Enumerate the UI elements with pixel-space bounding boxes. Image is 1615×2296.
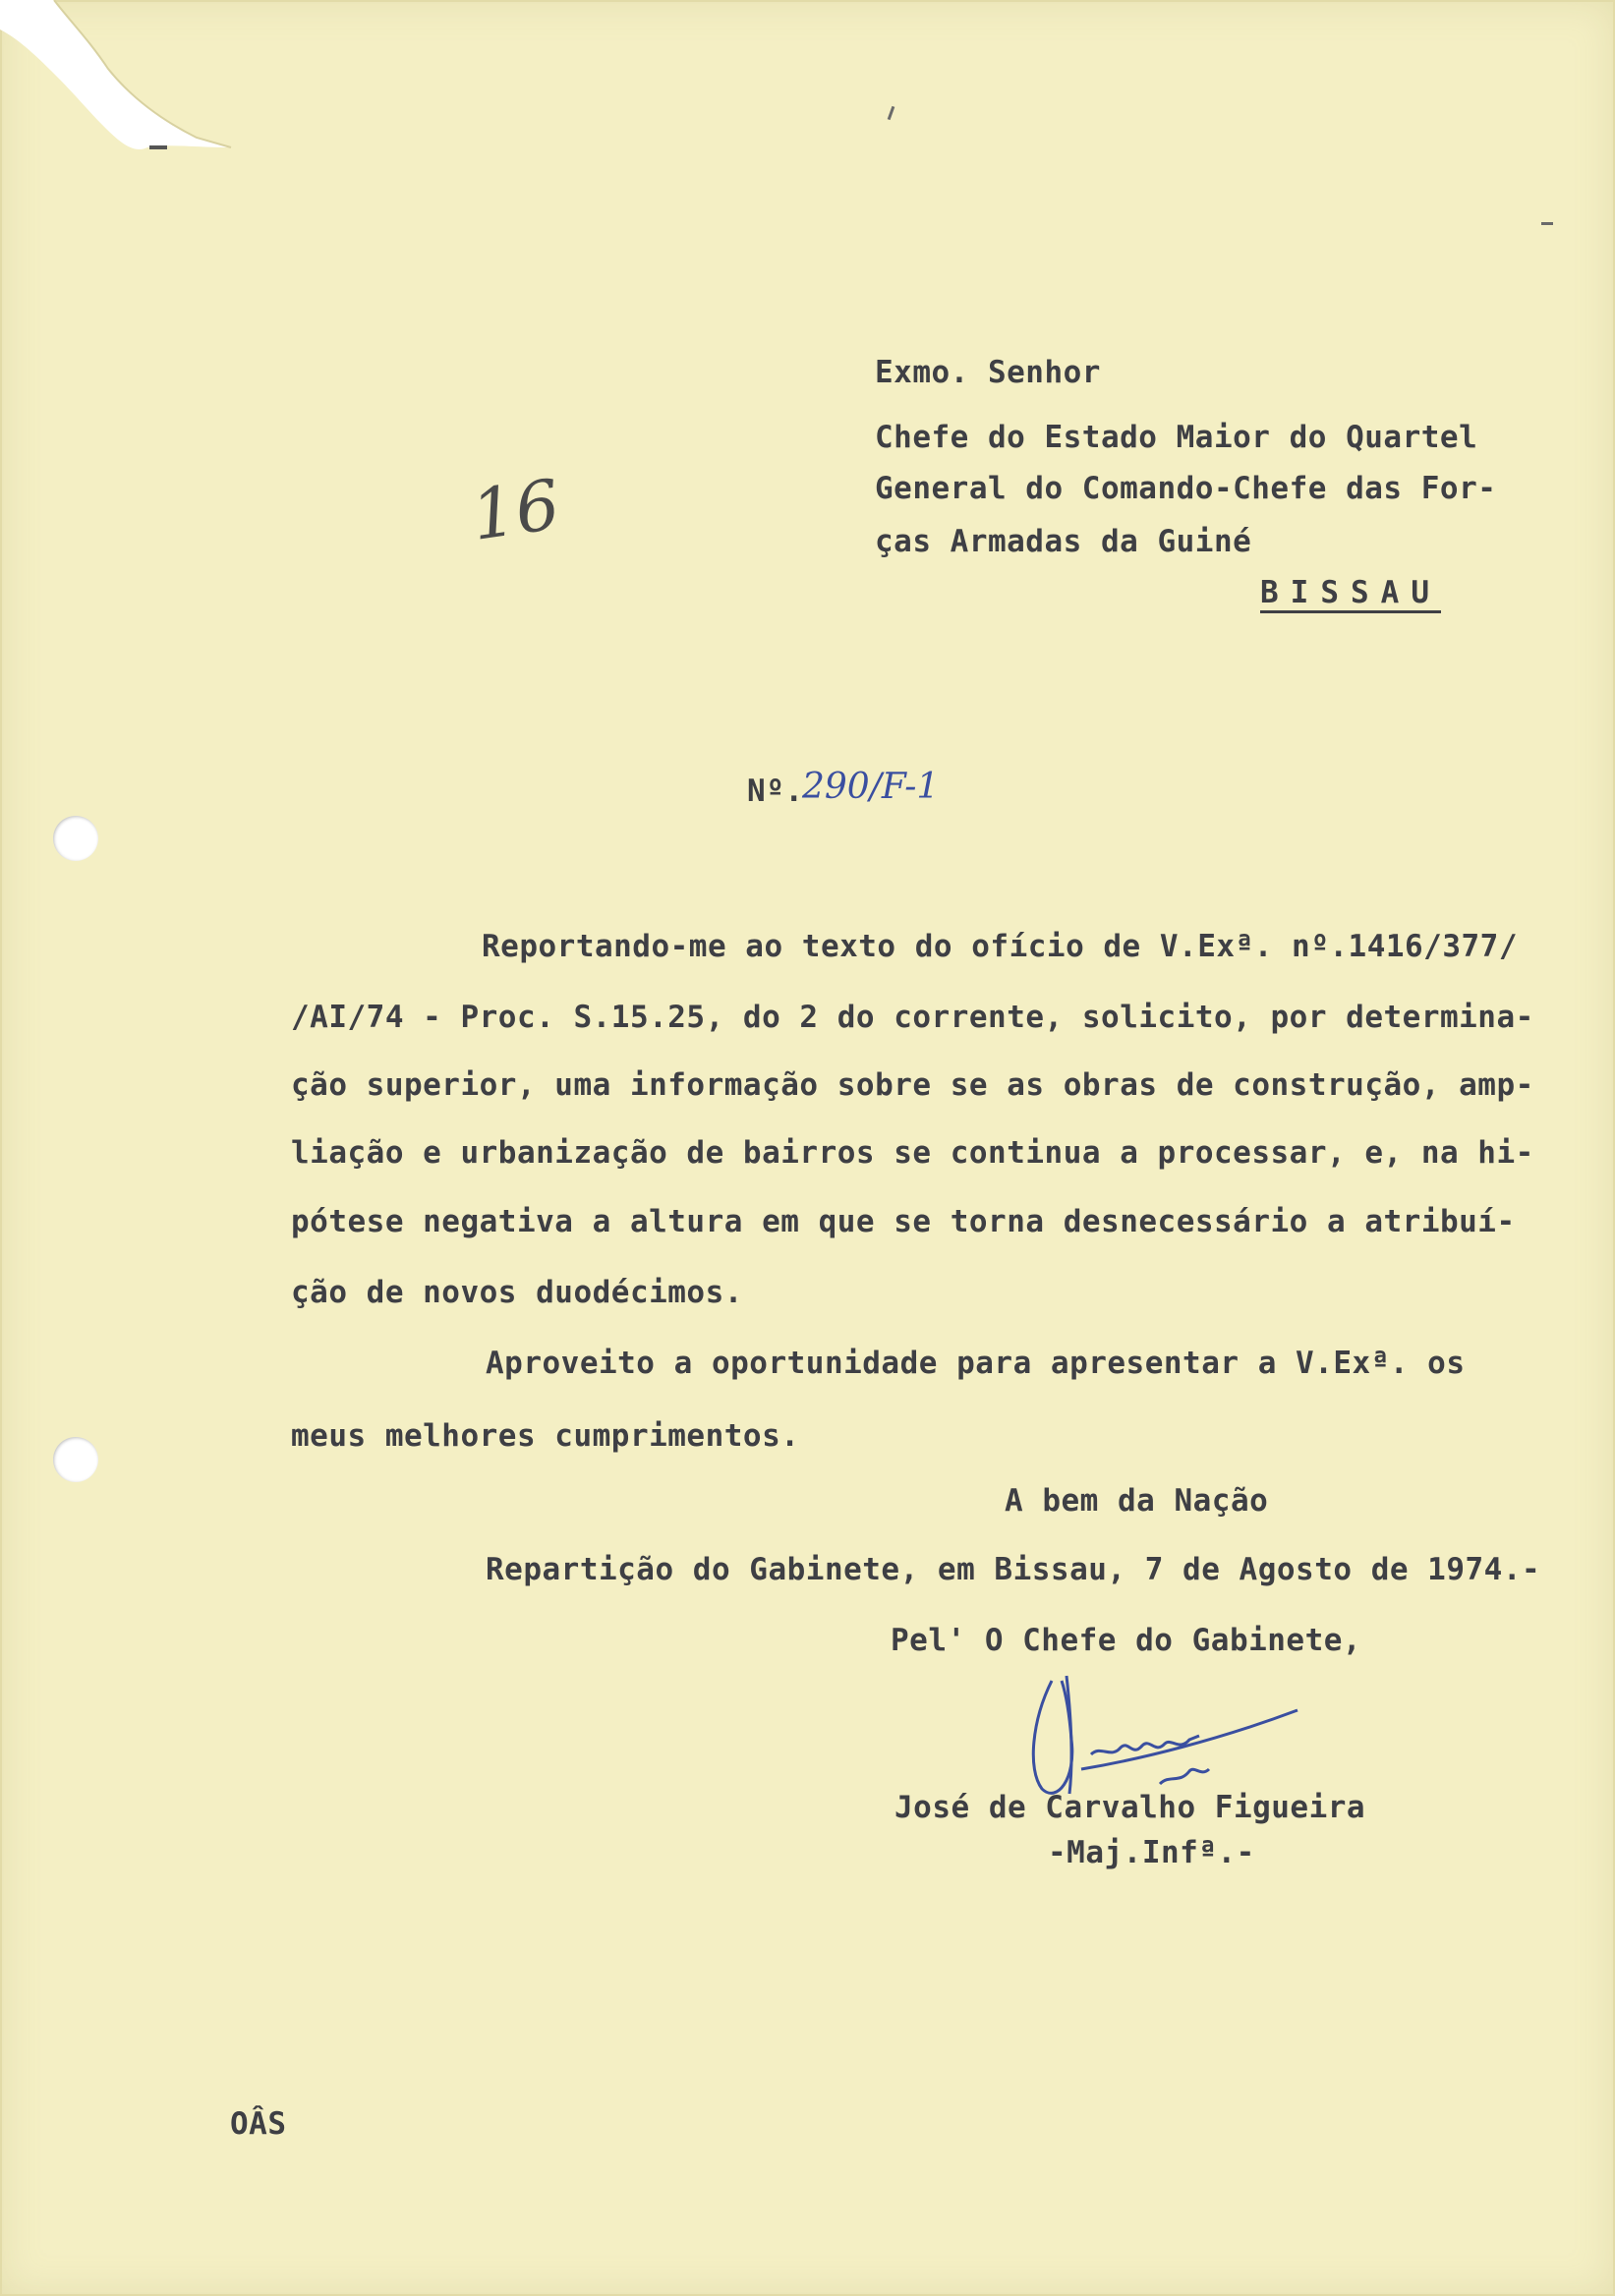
stray-mark	[1541, 222, 1553, 225]
reference-label: Nº.	[747, 774, 804, 809]
body-line: /AI/74 - Proc. S.15.25, do 2 do corrente, solicito, por determina-	[291, 1000, 1534, 1035]
body-line: liação e urbanização de bairros se continua a processar, e, na hi-	[291, 1135, 1534, 1171]
salutation: Exmo. Senhor	[875, 355, 1101, 390]
body-line: pótese negativa a altura em que se torna desnecessário a atribuí-	[291, 1204, 1516, 1239]
body-line: ção de novos duodécimos.	[291, 1275, 743, 1310]
body-line: meus melhores cumprimentos.	[291, 1418, 800, 1454]
punch-hole	[53, 1437, 98, 1482]
handwritten-page-number: 16	[466, 464, 565, 556]
stray-mark	[888, 106, 895, 120]
body-line: Reportando-me ao texto do ofício de V.Exª. nº.1416/377/	[482, 929, 1518, 964]
recipient-line: General do Comando-Chefe das For-	[875, 471, 1497, 506]
punch-hole	[53, 816, 98, 861]
typist-initials: OÂS	[230, 2106, 287, 2142]
body-line: Aproveito a oportunidade para apresentar a V.Exª. os	[486, 1346, 1466, 1381]
recipient-line: ças Armadas da Guiné	[875, 524, 1252, 559]
signatory-rank: -Maj.Infª.-	[1048, 1835, 1255, 1870]
body-line: ção superior, uma informação sobre se as obras de construção, amp-	[291, 1067, 1534, 1103]
torn-corner	[0, 0, 256, 167]
on-behalf-line: Pel' O Chefe do Gabinete,	[891, 1623, 1362, 1658]
place-date: Repartição do Gabinete, em Bissau, 7 de Agosto de 1974.-	[486, 1552, 1541, 1587]
signatory-name: José de Carvalho Figueira	[894, 1790, 1366, 1825]
reference-handwritten-number: 290/F-1	[802, 767, 940, 807]
recipient-line: Chefe do Estado Maior do Quartel	[875, 420, 1478, 455]
recipient-city: BISSAU	[1260, 578, 1441, 613]
closing-motto: A bem da Nação	[1005, 1483, 1269, 1519]
